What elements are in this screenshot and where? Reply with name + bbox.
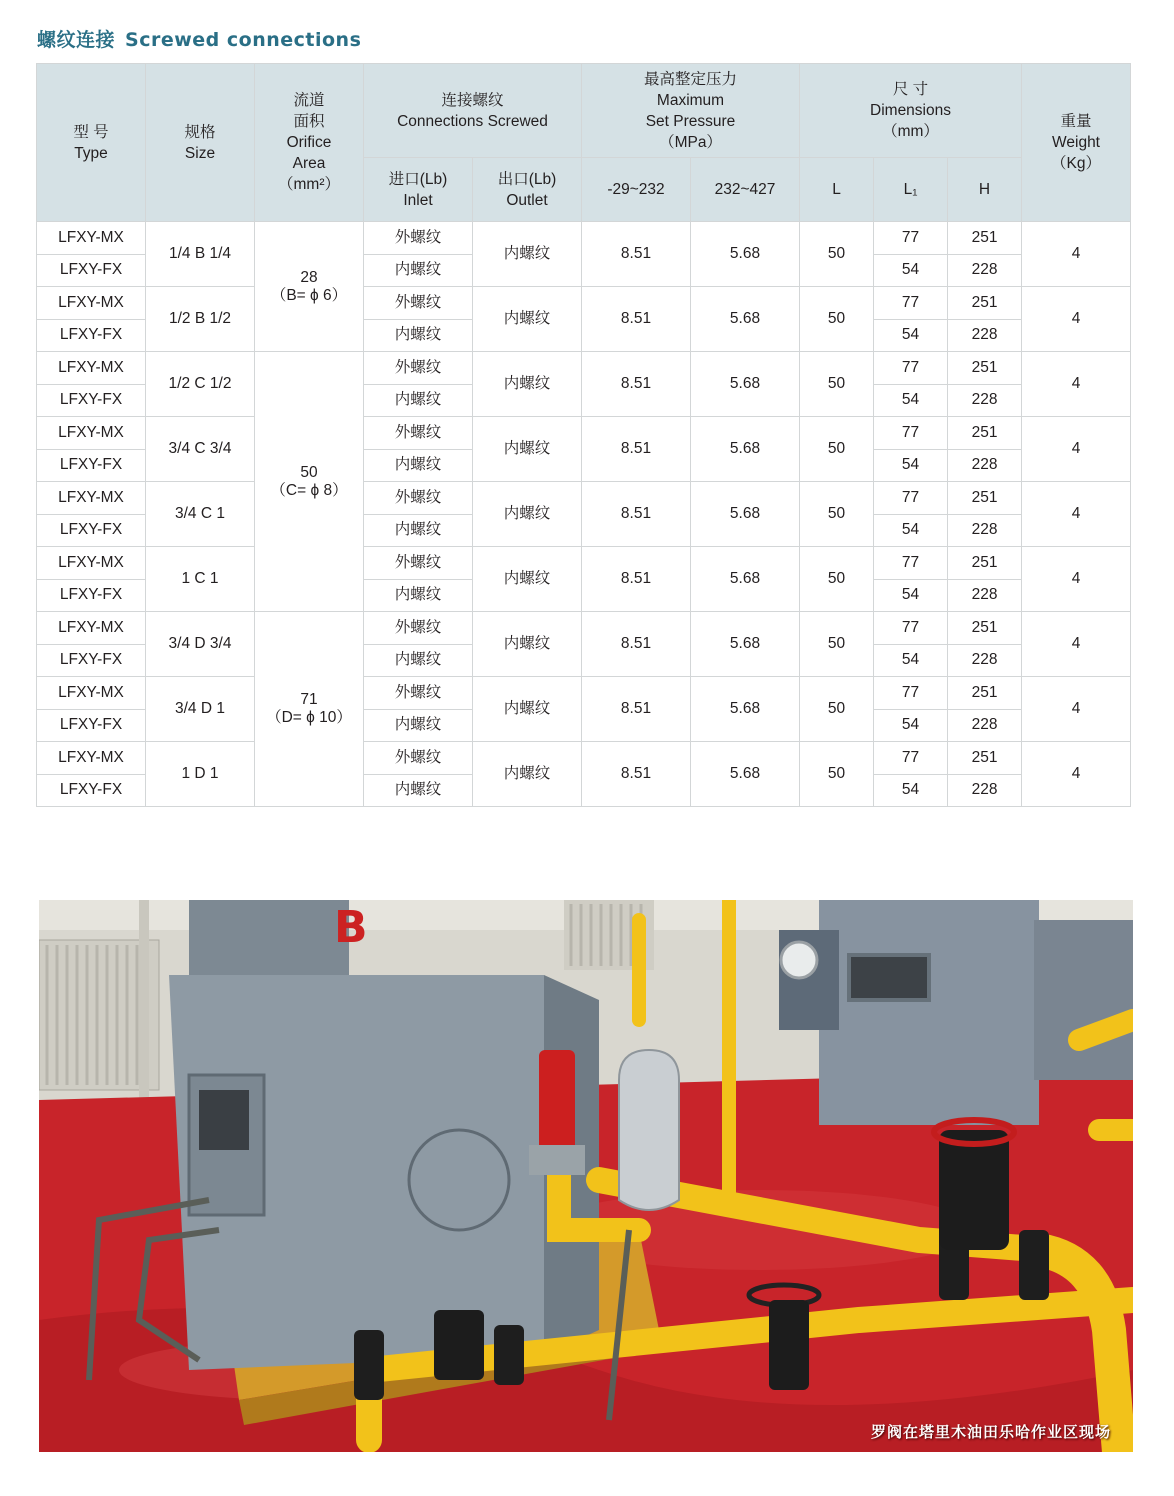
type-cell: LFXY-MX xyxy=(37,742,146,775)
type-cell: LFXY-MX xyxy=(37,352,146,385)
type-cell: LFXY-MX xyxy=(37,612,146,645)
dim-L-cell: 50 xyxy=(800,417,874,482)
dim-L-cell: 50 xyxy=(800,287,874,352)
pressure-low-cell: 8.51 xyxy=(582,222,691,287)
dim-L1-cell: 77 xyxy=(874,482,948,515)
size-cell: 3/4 C 3/4 xyxy=(146,417,255,482)
header-orifice-line1: 流道 xyxy=(293,92,325,109)
dim-L1-cell: 54 xyxy=(874,644,948,677)
header-size xyxy=(146,64,255,222)
outlet-cell: 内螺纹 xyxy=(473,612,582,677)
size-cell: 1/2 C 1/2 xyxy=(146,352,255,417)
type-cell: LFXY-MX xyxy=(37,547,146,580)
type-cell: LFXY-MX xyxy=(37,222,146,255)
dim-L1-cell: 54 xyxy=(874,579,948,612)
inlet-cell: 内螺纹 xyxy=(364,579,473,612)
inlet-cell: 外螺纹 xyxy=(364,482,473,515)
header-pressure xyxy=(582,64,800,158)
dim-H-cell: 228 xyxy=(948,709,1022,742)
table-row xyxy=(37,352,1131,385)
header-weight-cn: 重量 xyxy=(1060,113,1092,130)
pressure-low-cell: 8.51 xyxy=(582,742,691,807)
size-cell: 3/4 D 1 xyxy=(146,677,255,742)
dim-H-cell: 251 xyxy=(948,417,1022,450)
dim-L1-cell: 77 xyxy=(874,547,948,580)
inlet-cell: 内螺纹 xyxy=(364,319,473,352)
type-cell: LFXY-FX xyxy=(37,449,146,482)
header-orifice xyxy=(255,64,364,222)
section-title-cn: 螺纹连接 xyxy=(37,29,116,51)
size-cell: 1/4 B 1/4 xyxy=(146,222,255,287)
table-row xyxy=(37,612,1131,645)
header-orifice-line3: Orifice xyxy=(286,134,332,151)
dim-H-cell: 251 xyxy=(948,352,1022,385)
section-title xyxy=(37,25,361,55)
inlet-cell: 内螺纹 xyxy=(364,254,473,287)
size-cell: 1/2 B 1/2 xyxy=(146,287,255,352)
pressure-low-cell: 8.51 xyxy=(582,287,691,352)
table-row xyxy=(37,742,1131,775)
header-temp-high: 232~427 xyxy=(691,158,800,222)
inlet-cell: 内螺纹 xyxy=(364,514,473,547)
weight-cell: 4 xyxy=(1022,417,1131,482)
dim-L1-cell: 54 xyxy=(874,774,948,807)
size-cell: 1 D 1 xyxy=(146,742,255,807)
pressure-low-cell: 8.51 xyxy=(582,482,691,547)
orifice-code: （D= ϕ 10） xyxy=(266,709,352,726)
pressure-high-cell: 5.68 xyxy=(691,677,800,742)
dim-L1-cell: 77 xyxy=(874,352,948,385)
header-dimensions-cn: 尺 寸 xyxy=(892,81,929,98)
pressure-low-cell: 8.51 xyxy=(582,352,691,417)
header-size-en: Size xyxy=(184,144,216,162)
header-type xyxy=(37,64,146,222)
header-pressure-unit: （MPa） xyxy=(659,133,722,151)
pressure-high-cell: 5.68 xyxy=(691,287,800,352)
dim-H-cell: 228 xyxy=(948,449,1022,482)
pressure-high-cell: 5.68 xyxy=(691,222,800,287)
dim-L-cell: 50 xyxy=(800,547,874,612)
inlet-cell: 内螺纹 xyxy=(364,709,473,742)
outlet-cell: 内螺纹 xyxy=(473,547,582,612)
dim-L1-cell: 54 xyxy=(874,449,948,482)
header-connections-en: Connections Screwed xyxy=(397,112,548,130)
weight-cell: 4 xyxy=(1022,482,1131,547)
inlet-cell: 外螺纹 xyxy=(364,612,473,645)
weight-cell: 4 xyxy=(1022,222,1131,287)
header-orifice-line4: Area xyxy=(292,155,326,172)
weight-cell: 4 xyxy=(1022,742,1131,807)
type-cell: LFXY-FX xyxy=(37,254,146,287)
dim-L-cell: 50 xyxy=(800,677,874,742)
orifice-code: （C= ϕ 8） xyxy=(270,481,348,499)
pressure-high-cell: 5.68 xyxy=(691,547,800,612)
header-pressure-en2: Set Pressure xyxy=(645,112,736,130)
inlet-cell: 外螺纹 xyxy=(364,742,473,775)
type-cell: LFXY-FX xyxy=(37,774,146,807)
dim-H-cell: 251 xyxy=(948,612,1022,645)
outlet-cell: 内螺纹 xyxy=(473,677,582,742)
weight-cell: 4 xyxy=(1022,612,1131,677)
header-inlet-cn: 进口(Lb) xyxy=(388,170,448,188)
inlet-cell: 外螺纹 xyxy=(364,222,473,255)
header-type-cn: 型 号 xyxy=(73,123,109,141)
dim-H-cell: 228 xyxy=(948,319,1022,352)
pressure-low-cell: 8.51 xyxy=(582,547,691,612)
dim-H-cell: 251 xyxy=(948,482,1022,515)
header-connections-cn: 连接螺纹 xyxy=(441,91,504,109)
painted-letter: B xyxy=(334,902,368,953)
pressure-high-cell: 5.68 xyxy=(691,417,800,482)
table-row xyxy=(37,547,1131,580)
outlet-cell: 内螺纹 xyxy=(473,287,582,352)
weight-cell: 4 xyxy=(1022,547,1131,612)
type-cell: LFXY-FX xyxy=(37,514,146,547)
dim-H-cell: 251 xyxy=(948,547,1022,580)
header-pressure-cn: 最高整定压力 xyxy=(644,70,738,88)
header-weight-unit: （Kg） xyxy=(1051,155,1101,172)
inlet-cell: 内螺纹 xyxy=(364,774,473,807)
pressure-high-cell: 5.68 xyxy=(691,742,800,807)
weight-cell: 4 xyxy=(1022,352,1131,417)
header-orifice-unit: （mm²） xyxy=(278,176,340,193)
dim-L1-cell: 54 xyxy=(874,254,948,287)
header-orifice-line2: 面积 xyxy=(293,113,325,130)
outlet-cell: 内螺纹 xyxy=(473,417,582,482)
type-cell: LFXY-FX xyxy=(37,384,146,417)
dim-L-cell: 50 xyxy=(800,352,874,417)
inlet-cell: 外螺纹 xyxy=(364,287,473,320)
dim-L-cell: 50 xyxy=(800,612,874,677)
header-weight-en: Weight xyxy=(1052,134,1100,151)
pressure-low-cell: 8.51 xyxy=(582,612,691,677)
weight-cell: 4 xyxy=(1022,677,1131,742)
header-connections xyxy=(364,64,582,158)
size-cell: 3/4 D 3/4 xyxy=(146,612,255,677)
header-outlet-en: Outlet xyxy=(506,191,548,209)
dim-H-cell: 228 xyxy=(948,384,1022,417)
orifice-area: 28 xyxy=(300,268,318,286)
orifice-cell xyxy=(255,612,364,807)
orifice-cell xyxy=(255,222,364,352)
orifice-area: 71 xyxy=(300,691,318,708)
header-dimensions-en: Dimensions xyxy=(870,102,951,119)
header-dimensions xyxy=(800,64,1022,158)
type-cell: LFXY-FX xyxy=(37,319,146,352)
header-inlet-en: Inlet xyxy=(403,191,433,209)
inlet-cell: 外螺纹 xyxy=(364,677,473,710)
inlet-cell: 内螺纹 xyxy=(364,449,473,482)
dim-L1-cell: 77 xyxy=(874,417,948,450)
dim-H-cell: 228 xyxy=(948,774,1022,807)
type-cell: LFXY-MX xyxy=(37,417,146,450)
header-pressure-en1: Maximum xyxy=(656,91,725,109)
dim-L1-cell: 77 xyxy=(874,677,948,710)
header-inlet xyxy=(364,158,473,222)
outlet-cell: 内螺纹 xyxy=(473,222,582,287)
orifice-code: （B= ϕ 6） xyxy=(270,286,348,304)
type-cell: LFXY-MX xyxy=(37,677,146,710)
inlet-cell: 外螺纹 xyxy=(364,352,473,385)
photo-caption: 罗阀在塔里木油田乐哈作业区现场 xyxy=(870,1423,1111,1441)
table-row xyxy=(37,287,1131,320)
table-row xyxy=(37,417,1131,450)
dim-L1-cell: 77 xyxy=(874,222,948,255)
header-weight xyxy=(1022,64,1131,222)
table-row xyxy=(37,222,1131,255)
inlet-cell: 内螺纹 xyxy=(364,384,473,417)
spec-table-body xyxy=(37,222,1131,807)
inlet-cell: 外螺纹 xyxy=(364,417,473,450)
dim-L1-cell: 77 xyxy=(874,742,948,775)
pressure-high-cell: 5.68 xyxy=(691,612,800,677)
dim-L1-cell: 77 xyxy=(874,287,948,320)
inlet-cell: 外螺纹 xyxy=(364,547,473,580)
type-cell: LFXY-FX xyxy=(37,579,146,612)
dim-H-cell: 251 xyxy=(948,677,1022,710)
dim-L-cell: 50 xyxy=(800,742,874,807)
header-dim-L1: L₁ xyxy=(874,158,948,222)
header-outlet-cn: 出口(Lb) xyxy=(497,170,557,188)
outlet-cell: 内螺纹 xyxy=(473,482,582,547)
header-outlet xyxy=(473,158,582,222)
dim-L1-cell: 54 xyxy=(874,384,948,417)
dim-H-cell: 228 xyxy=(948,514,1022,547)
dim-H-cell: 228 xyxy=(948,644,1022,677)
dim-H-cell: 228 xyxy=(948,254,1022,287)
spec-table xyxy=(36,63,1131,807)
dim-L1-cell: 54 xyxy=(874,709,948,742)
header-size-cn: 规格 xyxy=(184,123,216,141)
type-cell: LFXY-MX xyxy=(37,482,146,515)
section-title-en: Screwed connections xyxy=(125,29,362,51)
size-cell: 1 C 1 xyxy=(146,547,255,612)
site-photo xyxy=(39,900,1133,1452)
type-cell: LFXY-MX xyxy=(37,287,146,320)
dim-L-cell: 50 xyxy=(800,222,874,287)
table-row xyxy=(37,677,1131,710)
dim-H-cell: 251 xyxy=(948,742,1022,775)
header-dim-L: L xyxy=(800,158,874,222)
orifice-cell xyxy=(255,352,364,612)
header-dimensions-unit: （mm） xyxy=(882,123,939,140)
pressure-high-cell: 5.68 xyxy=(691,482,800,547)
dim-H-cell: 251 xyxy=(948,222,1022,255)
dim-H-cell: 251 xyxy=(948,287,1022,320)
orifice-area: 50 xyxy=(300,463,318,481)
dim-L1-cell: 54 xyxy=(874,319,948,352)
weight-cell: 4 xyxy=(1022,287,1131,352)
pressure-low-cell: 8.51 xyxy=(582,417,691,482)
dim-L1-cell: 54 xyxy=(874,514,948,547)
inlet-cell: 内螺纹 xyxy=(364,644,473,677)
type-cell: LFXY-FX xyxy=(37,709,146,742)
outlet-cell: 内螺纹 xyxy=(473,352,582,417)
dim-H-cell: 228 xyxy=(948,579,1022,612)
pressure-high-cell: 5.68 xyxy=(691,352,800,417)
outlet-cell: 内螺纹 xyxy=(473,742,582,807)
type-cell: LFXY-FX xyxy=(37,644,146,677)
size-cell: 3/4 C 1 xyxy=(146,482,255,547)
dim-L1-cell: 77 xyxy=(874,612,948,645)
table-row xyxy=(37,482,1131,515)
header-type-en: Type xyxy=(74,144,108,162)
pressure-low-cell: 8.51 xyxy=(582,677,691,742)
dim-L-cell: 50 xyxy=(800,482,874,547)
header-dim-H: H xyxy=(948,158,1022,222)
header-temp-low: -29~232 xyxy=(582,158,691,222)
